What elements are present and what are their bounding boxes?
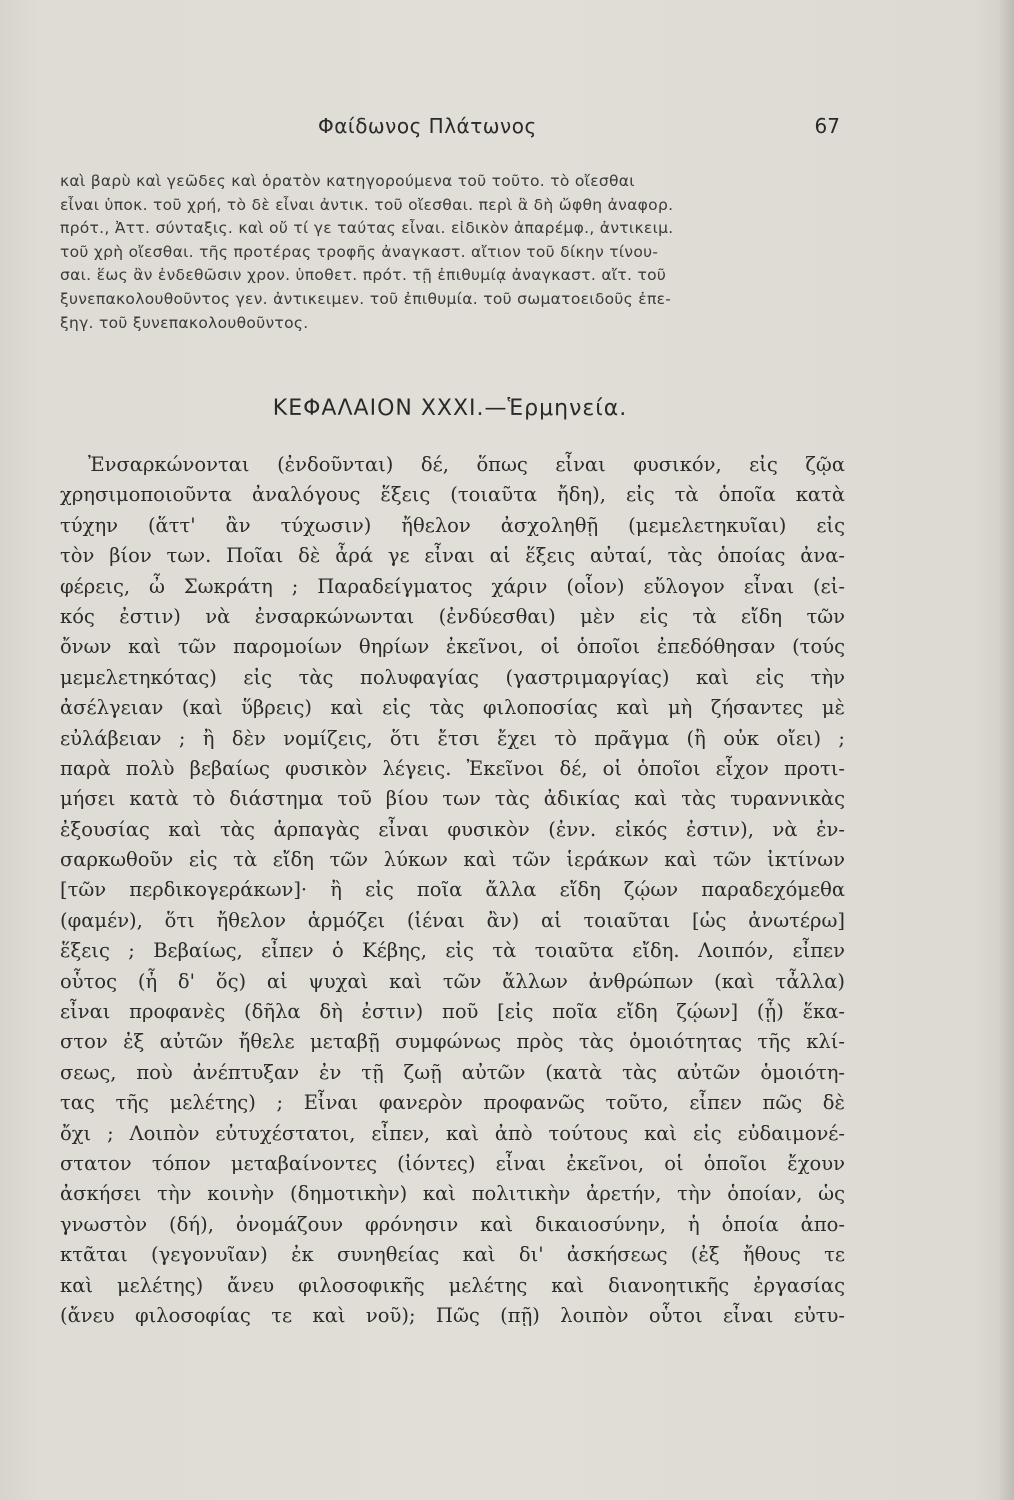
running-head-title: Φαίδωνος Πλάτωνος <box>318 114 537 138</box>
note-line: σαι. ἕως ἂν ἐνδεθῶσιν χρον. ὑποθετ. πρότ. τῇ ἐπιθυμίᾳ ἀναγκαστ. αἴτ. τοῦ <box>60 266 667 285</box>
body-line: [τῶν περδικογεράκων]· ἢ εἰς ποῖα ἄλλα εἴδη ζῴων παραδεχόμεθα <box>60 878 845 902</box>
body-line: ἀσκήσει τὴν κοινὴν (δημοτικὴν) καὶ πολιτικὴν ἀρετήν, τὴν ὁποίαν, ὡς <box>60 1182 845 1206</box>
body-line: γνωστὸν (δή), ὀνομάζουν φρόνησιν καὶ δικαιοσύνην, ἡ ὁποία ἀπο- <box>60 1212 845 1236</box>
body-line: τύχην (ἅττ' ἂν τύχωσιν) ἤθελον ἀσχοληθῇ (μεμελετηκυῖαι) εἰς <box>60 513 845 537</box>
body-line: στατον τόπον μεταβαίνοντες (ἰόντες) εἶναι ἐκεῖνοι, οἱ ὁποῖοι ἔχουν <box>60 1151 845 1175</box>
body-line: καὶ μελέτης) ἄνευ φιλοσοφικῆς μελέτης καὶ διανοητικῆς ἐργασίας <box>60 1273 845 1297</box>
body-line: ὄνων καὶ τῶν παρομοίων θηρίων ἐκεῖνοι, οἱ ὁποῖοι ἐπεδόθησαν (τούς <box>60 635 845 659</box>
body-line: ὄχι ; Λοιπὸν εὐτυχέστατοι, εἶπεν, καὶ ἀπὸ τούτους καὶ εἰς εὐδαιμονέ- <box>60 1121 845 1145</box>
body-line: χρησιμοποιοῦντα ἀναλόγους ἕξεις (τοιαῦτα ἤδη), εἰς τὰ ὁποῖα κατὰ <box>60 483 845 507</box>
note-line: ξηγ. τοῦ ξυνεπακολουθοῦντος. <box>60 313 309 332</box>
body-line: στον ἐξ αὐτῶν ἤθελε μεταβῇ συμφώνως πρὸς τὰς ὁμοιότητας τῆς κλί- <box>60 1030 845 1054</box>
body-line: παρὰ πολὺ βεβαίως φυσικὸν λέγεις. Ἐκεῖνοι δέ, οἱ ὁποῖοι εἶχον προτι- <box>60 756 845 780</box>
body-line: μήσει κατὰ τὸ διάστημα τοῦ βίου των τὰς ἀδικίας καὶ τὰς τυραννικὰς <box>60 787 845 811</box>
body-line: Ἐνσαρκώνονται (ἐνδοῦνται) δέ, ὅπως εἶναι φυσικόν, εἰς ζῷα <box>88 453 845 476</box>
body-line: εὐλάβειαν ; ἢ δὲν νομίζεις, ὅτι ἔτσι ἔχει τὸ πρᾶγμα (ἢ οὐκ οἴει) ; <box>60 726 845 750</box>
body-line: (φαμέν), ὅτι ἤθελον ἁρμόζει (ἰέναι ἂν) αἱ τοιαῦται [ὡς ἀνωτέρω] <box>60 908 845 932</box>
chapter-heading: ΚΕΦΑΛΑΙΟΝ XXXI.—Ἑρμηνεία. <box>272 396 628 421</box>
note-line: εἶναι ὑποκ. τοῦ χρή, τὸ δὲ εἶναι ἀντικ. τοῦ οἴεσθαι. περὶ ἃ δὴ ὤφθη ἀναφορ. <box>60 195 674 214</box>
page-number: 67 <box>814 114 840 138</box>
note-line: ξυνεπακολουθοῦντος γεν. ἀντικειμεν. τοῦ ἐπιθυμία. τοῦ σωματοειδοῦς ἐπε- <box>60 289 672 308</box>
body-line: (ἄνευ φιλοσοφίας τε καὶ νοῦ); Πῶς (πῇ) λοιπὸν οὗτοι εἶναι εὐτυ- <box>60 1303 845 1327</box>
body-line: ἀσέλγειαν (καὶ ὕβρεις) καὶ εἰς τὰς φιλοποσίας καὶ μὴ ζήσαντες μὲ <box>60 696 845 720</box>
body-line: εἶναι προφανὲς (δῆλα δὴ ἐστιν) ποῦ [εἰς ποῖα εἴδη ζῴων] (ᾗ) ἕκα- <box>60 1000 845 1024</box>
body-line: φέρεις, ὦ Σωκράτη ; Παραδείγματος χάριν (οἷον) εὔλογον εἶναι (εἰ- <box>60 574 845 598</box>
body-line: τας τῆς μελέτης) ; Εἶναι φανερὸν προφανῶς τοῦτο, εἶπεν πῶς δὲ <box>60 1091 845 1115</box>
body-line: κτᾶται (γεγονυῖαν) ἐκ συνηθείας καὶ δι' ἀσκήσεως (ἐξ ἤθους τε <box>60 1243 845 1267</box>
body-line: ἐξουσίας καὶ τὰς ἁρπαγὰς εἶναι φυσικὸν (ἐνν. εἰκός ἐστιν), νὰ ἐν- <box>60 817 845 841</box>
body-text <box>60 450 845 1331</box>
note-line: πρότ., Ἀττ. σύνταξις. καὶ οὔ τί γε ταύτας εἶναι. εἰδικὸν ἀπαρέμφ., ἀντικειμ. <box>60 219 674 238</box>
body-line: τὸν βίον των. Ποῖαι δὲ ἆρά γε εἶναι αἱ ἕξεις αὐταί, τὰς ὁποίας ἀνα- <box>60 544 845 568</box>
body-line: κός ἐστιν) νὰ ἐνσαρκώνωνται (ἐνδύεσθαι) μὲν εἰς τὰ εἴδη τῶν <box>60 604 845 628</box>
body-line: σεως, ποὺ ἀνέπτυξαν ἐν τῇ ζωῇ αὐτῶν (κατὰ τὰς αὐτῶν ὁμοιότη- <box>60 1060 845 1084</box>
page-edge-shadow <box>1000 0 1014 1500</box>
note-line: καὶ βαρὺ καὶ γεῶδες καὶ ὁρατὸν κατηγορούμενα τοῦ τοῦτο. τὸ οἴεσθαι <box>60 172 635 190</box>
body-line: ἕξεις ; Βεβαίως, εἶπεν ὁ Κέβης, εἰς τὰ τοιαῦτα εἴδη. Λοιπόν, εἶπεν <box>60 939 845 963</box>
body-line: οὗτος (ἦ δ' ὅς) αἱ ψυχαὶ καὶ τῶν ἄλλων ἀνθρώπων (καὶ τἆλλα) <box>60 969 845 993</box>
note-line: τοῦ χρὴ οἴεσθαι. τῆς προτέρας τροφῆς ἀναγκαστ. αἴτιον τοῦ δίκην τίνου- <box>60 242 659 261</box>
running-head <box>60 114 840 144</box>
grammatical-notes <box>60 170 840 335</box>
body-line: μεμελετηκότας) εἰς τὰς πολυφαγίας (γαστριμαργίας) καὶ εἰς τὴν <box>60 665 845 689</box>
body-line: σαρκωθοῦν εἰς τὰ εἴδη τῶν λύκων καὶ τῶν ἱεράκων καὶ τῶν ἰκτίνων <box>60 848 845 872</box>
